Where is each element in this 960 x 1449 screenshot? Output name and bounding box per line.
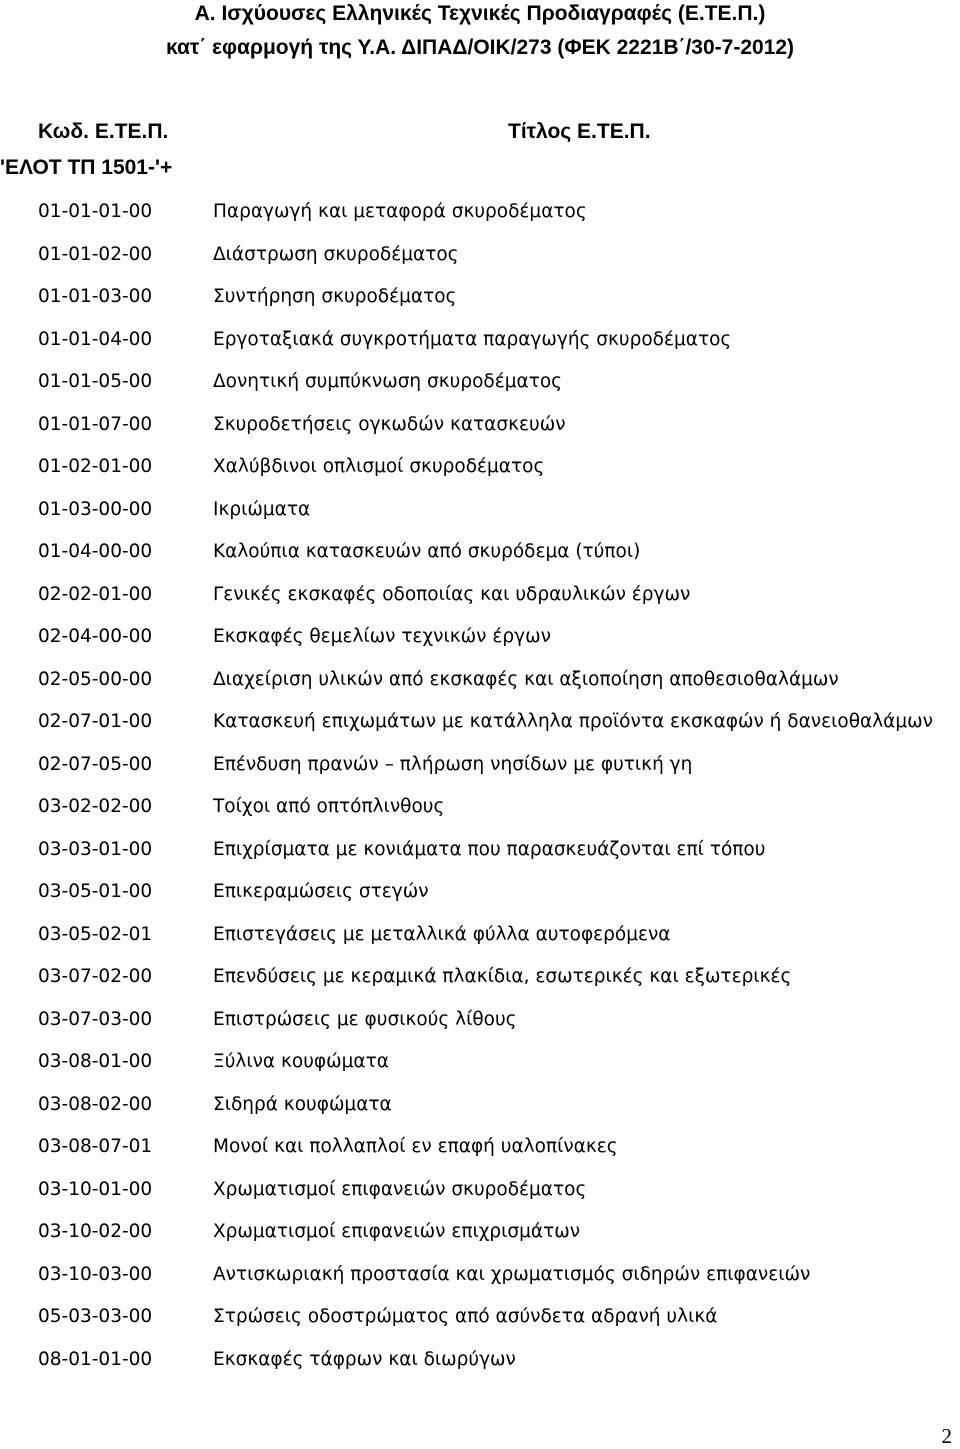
table-row: [0, 495, 960, 538]
row-title: Χαλύβδινοι οπλισμοί σκυροδέματος: [213, 456, 545, 477]
row-title: Επιστρώσεις με φυσικούς λίθους: [213, 1008, 517, 1030]
table-row: [0, 452, 960, 495]
table-row: [0, 197, 960, 240]
row-title: Συντήρηση σκυροδέματος: [213, 286, 457, 307]
row-code: 02-07-01-00: [38, 711, 153, 732]
row-code: 03-05-01-00: [38, 881, 153, 902]
table-row: [0, 537, 960, 580]
table-row: [0, 1005, 960, 1048]
table-row: [0, 920, 960, 963]
row-code: 02-04-00-00: [38, 626, 153, 647]
row-title: Παραγωγή και μεταφορά σκυροδέματος: [213, 201, 587, 222]
row-title: Σιδηρά κουφώματα: [213, 1093, 392, 1115]
row-title: Επιχρίσματα με κονιάματα που παρασκευάζονται επί τόπου: [213, 838, 766, 860]
row-title: Ξύλινα κουφώματα: [213, 1051, 389, 1072]
table-row: [0, 240, 960, 283]
table-row: [0, 1047, 960, 1090]
row-code: 03-07-02-00: [38, 966, 153, 987]
table-row: [0, 410, 960, 453]
row-code: 05-03-03-00: [38, 1306, 153, 1327]
table-row: [0, 1260, 960, 1303]
table-row: [0, 580, 960, 623]
row-title: Εργοταξιακά συγκροτήματα παραγωγής σκυροδέματος: [213, 328, 732, 350]
spec-table: [0, 197, 960, 1387]
row-title: Καλούπια κατασκευών από σκυρόδεμα (τύποι): [213, 541, 641, 562]
row-code: 03-05-02-01: [38, 923, 153, 945]
table-row: [0, 707, 960, 750]
table-row: [0, 622, 960, 665]
table-row: [0, 1175, 960, 1218]
spec-prefix-label: 'ΕΛΟΤ ΤΠ 1501-'+: [0, 156, 173, 179]
table-row: [0, 1090, 960, 1133]
row-code: 03-10-03-00: [38, 1263, 153, 1285]
row-code: 03-10-02-00: [38, 1221, 153, 1242]
row-code: 03-07-03-00: [38, 1008, 153, 1030]
document-title-line-2: κατ΄ εφαρμογή της Υ.Α. ΔΙΠΑΔ/ΟΙΚ/273 (ΦΕΚ 2221Β΄/30-7-2012): [165, 36, 795, 59]
row-title: Κατασκευή επιχωμάτων με κατάλληλα προϊόντα εκσκαφών ή δανειοθαλάμων: [213, 711, 933, 732]
row-code: 03-02-02-00: [38, 796, 153, 817]
table-row: [0, 367, 960, 410]
row-code: 02-05-00-00: [38, 668, 153, 690]
table-row: [0, 1217, 960, 1260]
table-row: [0, 750, 960, 793]
row-title: Εκσκαφές τάφρων και διωρύγων: [213, 1348, 516, 1370]
row-code: 03-08-02-00: [38, 1093, 153, 1115]
row-title: Αντισκωριακή προστασία και χρωματισμός σιδηρών επιφανειών: [213, 1263, 811, 1285]
row-code: 03-08-07-01: [38, 1136, 153, 1157]
row-title: Μονοί και πολλαπλοί εν επαφή υαλοπίνακες: [213, 1136, 618, 1157]
page-number: 2: [941, 1424, 952, 1448]
row-code: 01-02-01-00: [38, 456, 153, 477]
table-row: [0, 282, 960, 325]
column-header-code: Κωδ. Ε.ΤΕ.Π.: [38, 120, 169, 143]
row-title: Γενικές εκσκαφές οδοποιίας και υδραυλικών έργων: [213, 583, 691, 605]
row-title: Χρωματισμοί επιφανειών σκυροδέματος: [213, 1178, 587, 1200]
row-code: 01-01-03-00: [38, 286, 153, 307]
row-code: 01-01-05-00: [38, 371, 153, 392]
row-code: 01-01-07-00: [38, 413, 153, 435]
document-title-line-1: Α. Ισχύουσες Ελληνικές Τεχνικές Προδιαγραφές (Ε.ΤΕ.Π.): [194, 2, 766, 25]
row-code: 03-03-01-00: [38, 838, 153, 860]
row-title: Επιστεγάσεις με μεταλλικά φύλλα αυτοφερόμενα: [213, 923, 671, 945]
row-title: Ικριώματα: [213, 498, 311, 520]
row-code: 02-07-05-00: [38, 753, 153, 775]
row-code: 08-01-01-00: [38, 1348, 153, 1370]
row-title: Διάστρωση σκυροδέματος: [213, 243, 459, 265]
row-title: Στρώσεις οδοστρώματος από ασύνδετα αδρανή υλικά: [213, 1306, 718, 1327]
row-title: Εκσκαφές θεμελίων τεχνικών έργων: [213, 626, 551, 647]
row-title: Επικεραμώσεις στεγών: [213, 881, 429, 902]
table-row: [0, 792, 960, 835]
row-title: Δονητική συμπύκνωση σκυροδέματος: [213, 371, 563, 392]
row-code: 03-10-01-00: [38, 1178, 153, 1200]
table-row: [0, 1132, 960, 1175]
table-row: [0, 1345, 960, 1388]
row-code: 03-08-01-00: [38, 1051, 153, 1072]
table-row: [0, 325, 960, 368]
row-title: Τοίχοι από οπτόπλινθους: [213, 796, 445, 817]
row-code: 01-01-04-00: [38, 328, 153, 350]
row-title: Διαχείριση υλικών από εκσκαφές και αξιοποίηση αποθεσιοθαλάμων: [213, 668, 839, 690]
table-row: [0, 1302, 960, 1345]
row-code: 01-04-00-00: [38, 541, 153, 562]
table-row: [0, 962, 960, 1005]
table-row: [0, 665, 960, 708]
row-code: 01-03-00-00: [38, 498, 153, 520]
row-code: 02-02-01-00: [38, 583, 153, 605]
row-title: Επένδυση πρανών – πλήρωση νησίδων με φυτική γη: [213, 753, 693, 775]
row-title: Σκυροδετήσεις ογκωδών κατασκευών: [213, 413, 566, 435]
row-code: 01-01-02-00: [38, 243, 153, 265]
column-header-title: Τίτλος Ε.ΤΕ.Π.: [508, 120, 651, 143]
table-row: [0, 835, 960, 878]
row-title: Χρωματισμοί επιφανειών επιχρισμάτων: [213, 1221, 581, 1242]
table-row: [0, 877, 960, 920]
row-title: Επενδύσεις με κεραμικά πλακίδια, εσωτερικές και εξωτερικές: [213, 966, 792, 987]
row-code: 01-01-01-00: [38, 201, 153, 222]
